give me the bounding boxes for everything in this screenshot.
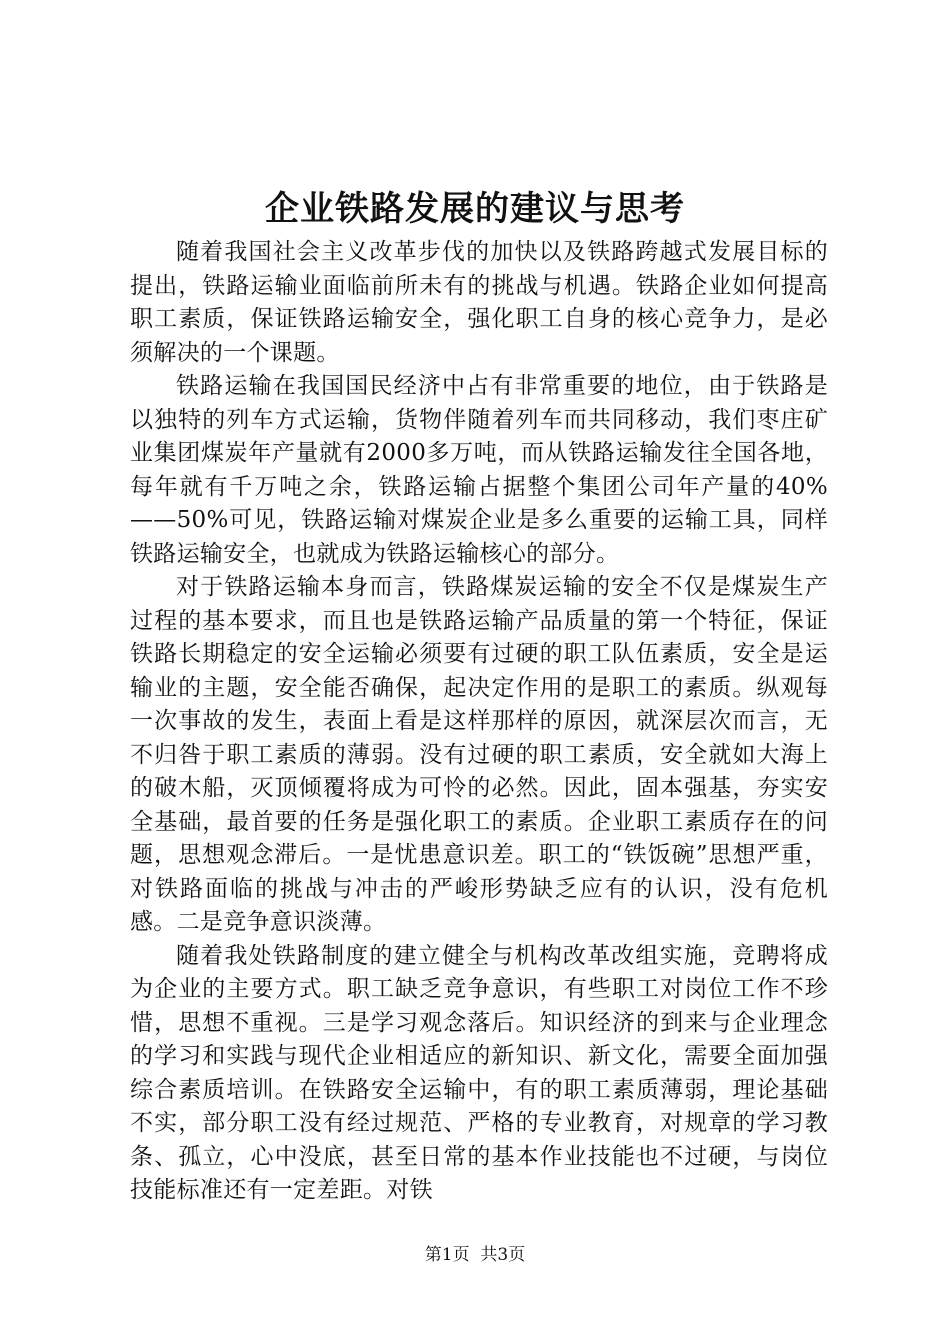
page-footer	[0, 1243, 950, 1267]
paragraph: 铁路运输在我国国民经济中占有非常重要的地位，由于铁路是以独特的列车方式运输，货物伴随着列车而共同移动，我们枣庄矿业集团煤炭年产量就有2000多万吨，而从铁路运输发往全国各地，每年就有千万吨之余，铁路运输占据整个集团公司年产量的40%——50%可见，铁路运输对煤炭企业是多么重要的运输工具，同样铁路运输安全，也就成为铁路运输核心的部分。	[130, 373, 828, 567]
paragraph: 随着我处铁路制度的建立健全与机构改革改组实施，竞聘将成为企业的主要方式。职工缺乏竞争意识，有些职工对岗位工作不珍惜，思想不重视。三是学习观念落后。知识经济的到来与企业理念的学习和实践与现代企业相适应的新知识、新文化，需要全面加强综合素质培训。在铁路安全运输中，有的职工素质薄弱，理论基础不实，部分职工没有经过规范、严格的专业教育，对规章的学习教条、孤立，心中没底，甚至日常的基本作业技能也不过硬，与岗位技能标准还有一定差距。对铁	[130, 942, 828, 1203]
document-title: 企业铁路发展的建议与思考	[265, 189, 685, 229]
paragraph: 随着我国社会主义改革步伐的加快以及铁路跨越式发展目标的提出，铁路运输业面临前所未有的挑战与机遇。铁路企业如何提高职工素质，保证铁路运输安全，强化职工自身的核心竞争力，是必须解决的一个课题。	[130, 239, 828, 366]
paragraph: 对于铁路运输本身而言，铁路煤炭运输的安全不仅是煤炭生产过程的基本要求，而且也是铁路运输产品质量的第一个特征，保证铁路长期稳定的安全运输必须要有过硬的职工队伍素质，安全是运输业的主题，安全能否确保，起决定作用的是职工的素质。纵观每一次事故的发生，表面上看是这样那样的原因，就深层次而言，无不归咎于职工素质的薄弱。没有过硬的职工素质，安全就如大海上的破木船，灭顶倾覆将成为可怜的必然。因此，固本强基，夯实安全基础，最首要的任务是强化职工的素质。企业职工素质存在的问题，思想观念滞后。一是忧患意识差。职工的“铁饭碗”思想严重，对铁路面临的挑战与冲击的严峻形势缺乏应有的认识，没有危机感。二是竞争意识淡薄。	[130, 574, 828, 935]
page-number: 第1页	[424, 1245, 470, 1265]
document-body	[130, 236, 828, 1208]
page-total: 共3页	[480, 1245, 526, 1265]
